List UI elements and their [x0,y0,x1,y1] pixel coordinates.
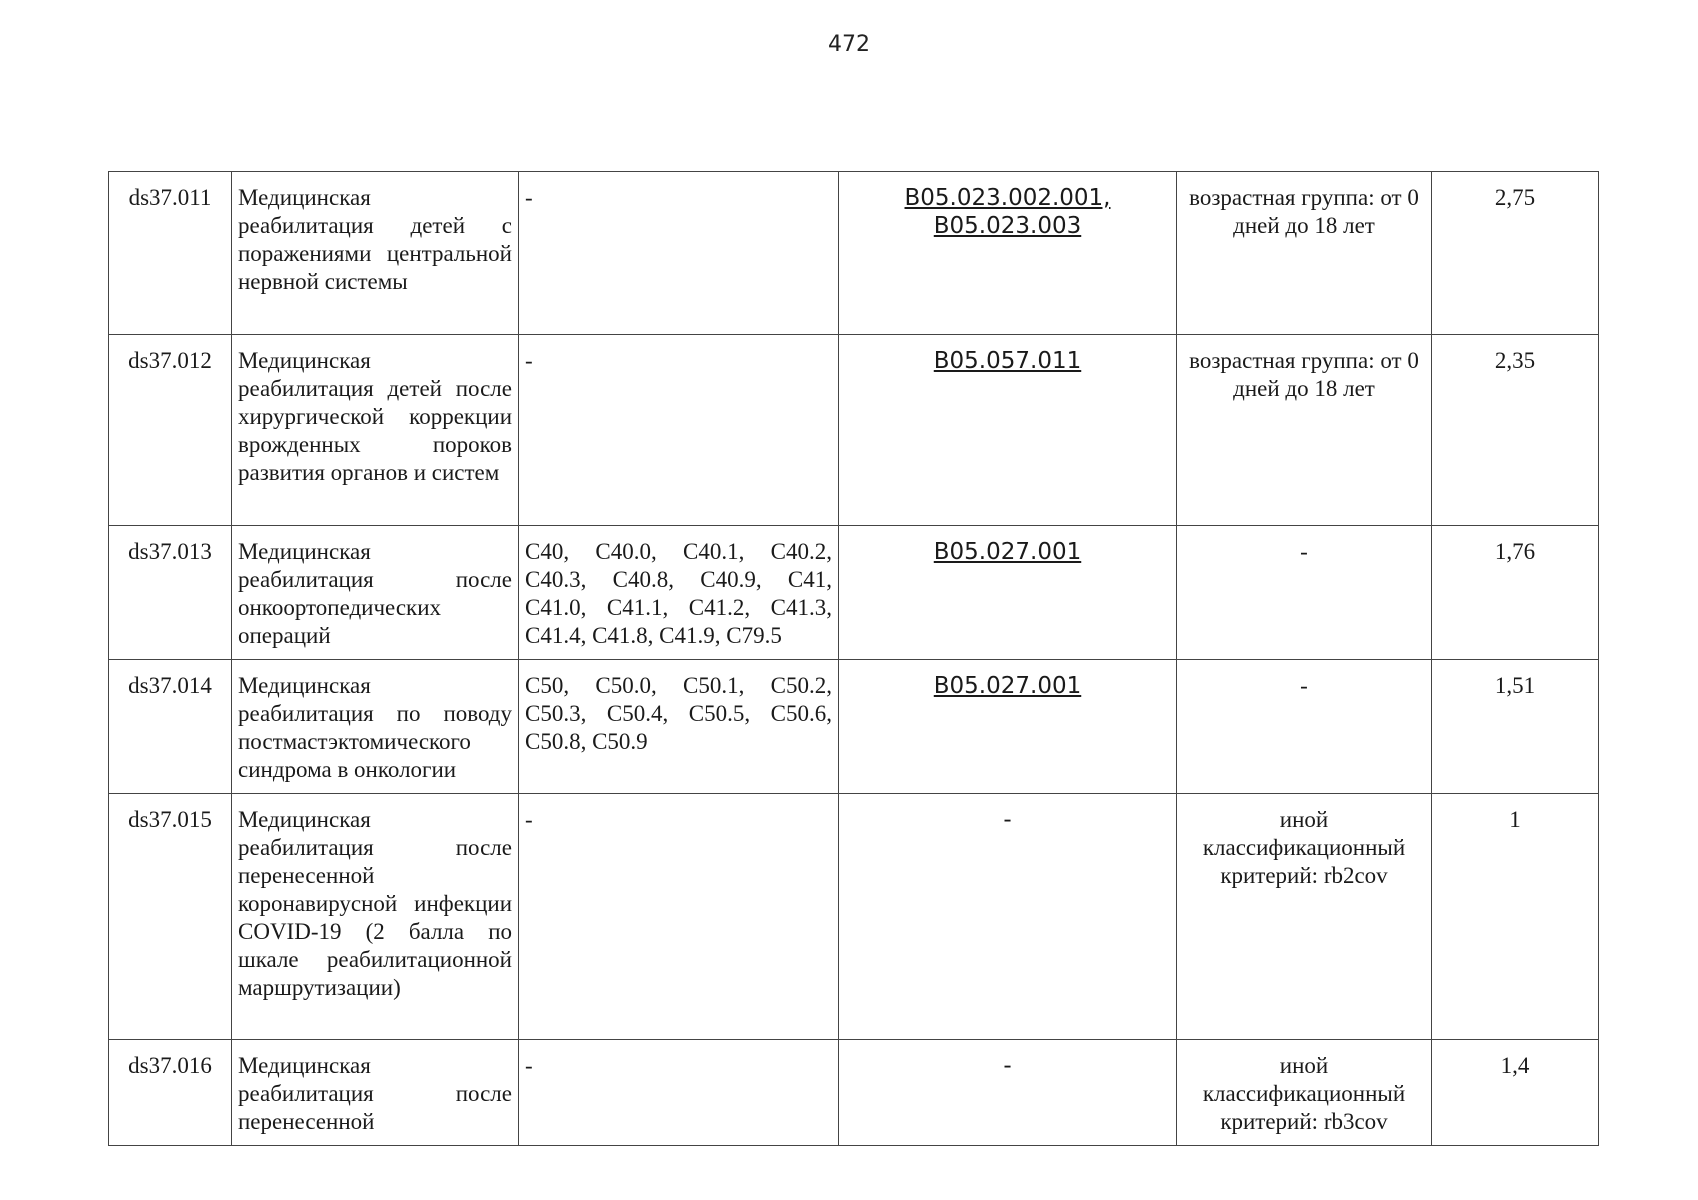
tariff-table [108,171,1599,1146]
row-coefficient: 1,4 [1432,1040,1599,1146]
table-row [109,660,1599,794]
service-code: - [1003,1053,1012,1079]
row-services [839,660,1177,794]
row-name: Медицинская реабилитация детей после хирургической коррекции врожденных пороков развития органов и систем [232,335,519,526]
row-coefficient: 2,35 [1432,335,1599,526]
row-diagnoses: - [519,335,839,526]
row-name: Медицинская реабилитация детей с поражениями центральной нервной системы [232,172,519,335]
row-criteria: иной классификационный критерий: rb3cov [1177,1040,1432,1146]
row-criteria: - [1177,526,1432,660]
service-code-link[interactable]: B05.023.002.001, [904,185,1111,211]
row-name: Медицинская реабилитация после перенесенной [232,1040,519,1146]
row-name: Медицинская реабилитация по поводу постмастэктомического синдрома в онкологии [232,660,519,794]
row-criteria: возрастная группа: от 0 дней до 18 лет [1177,172,1432,335]
row-code: ds37.011 [109,172,232,335]
page-number: 472 [828,32,870,57]
row-code: ds37.013 [109,526,232,660]
row-diagnoses: C40, C40.0, C40.1, C40.2, C40.3, C40.8, C40.9, C41, C41.0, C41.1, C41.2, C41.3, C41.4, C41.8, C41.9, C79.5 [519,526,839,660]
row-services [839,794,1177,1040]
row-diagnoses: - [519,172,839,335]
row-services [839,526,1177,660]
table-row [109,794,1599,1040]
table-row [109,1040,1599,1146]
table-row [109,335,1599,526]
row-services [839,1040,1177,1146]
table-row [109,526,1599,660]
row-criteria: иной классификационный критерий: rb2cov [1177,794,1432,1040]
row-diagnoses: - [519,1040,839,1146]
row-name: Медицинская реабилитация после перенесенной коронавирусной инфекции COVID-19 (2 балла по шкале реабилитационной маршрутизации) [232,794,519,1040]
row-coefficient: 1,76 [1432,526,1599,660]
row-code: ds37.016 [109,1040,232,1146]
row-code: ds37.015 [109,794,232,1040]
service-code-link[interactable]: B05.023.003 [933,213,1082,239]
row-coefficient: 1,51 [1432,660,1599,794]
row-diagnoses: - [519,794,839,1040]
row-coefficient: 1 [1432,794,1599,1040]
row-criteria: - [1177,660,1432,794]
service-code-link[interactable]: B05.027.001 [933,673,1082,699]
service-code: - [1003,807,1012,833]
row-diagnoses: C50, C50.0, C50.1, C50.2, C50.3, C50.4, C50.5, C50.6, C50.8, C50.9 [519,660,839,794]
row-services [839,172,1177,335]
row-services [839,335,1177,526]
row-name: Медицинская реабилитация после онкоортопедических операций [232,526,519,660]
row-criteria: возрастная группа: от 0 дней до 18 лет [1177,335,1432,526]
row-code: ds37.014 [109,660,232,794]
service-code-link[interactable]: B05.057.011 [933,348,1082,374]
table-row [109,172,1599,335]
service-code-link[interactable]: B05.027.001 [933,539,1082,565]
row-code: ds37.012 [109,335,232,526]
row-coefficient: 2,75 [1432,172,1599,335]
